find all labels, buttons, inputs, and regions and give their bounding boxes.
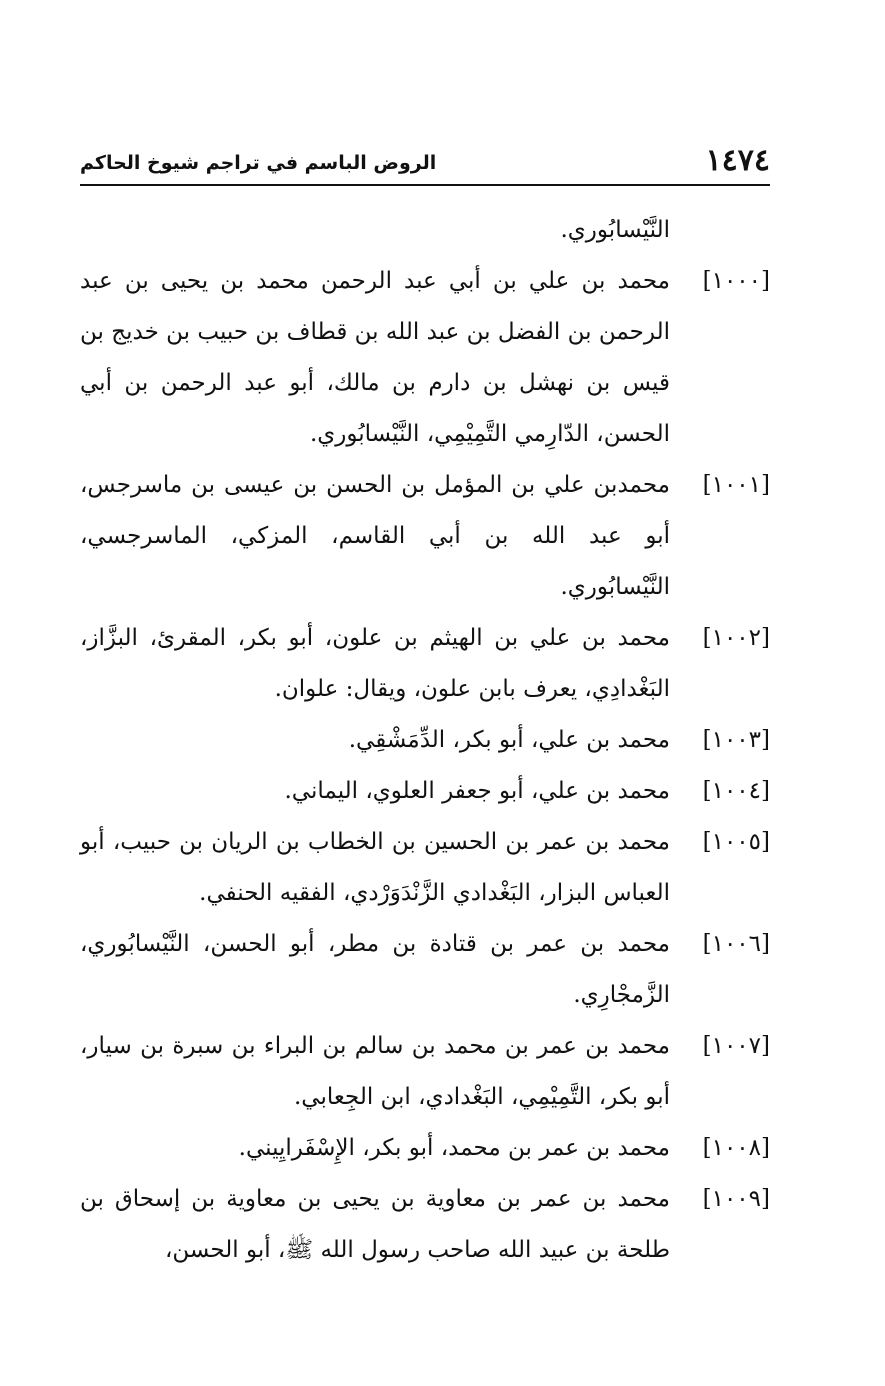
entry-1008 — [80, 1123, 770, 1174]
entry-1006 — [80, 919, 770, 1021]
entry-1004 — [80, 766, 770, 817]
entry-number: [١٠٠٣] — [702, 727, 770, 753]
entry-1003 — [80, 715, 770, 766]
entry-1002 — [80, 613, 770, 715]
entry-1001 — [80, 460, 770, 613]
entry-text: محمد بن علي بن أبي عبد الرحمن محمد بن يحيى بن عبد الرحمن بن الفضل بن عبد الله بن قطاف بن حبيب بن خديج بن قيس بن نهشل بن دارم بن مالك، أبو عبد الرحمن بن أبي الحسن، الدّارِمي التَّمِيْمِي، النَّيْسابُوري. — [80, 268, 670, 447]
entry-text: محمد بن عمر بن محمد بن سالم بن البراء بن سبرة بن سيار، أبو بكر، التَّمِيْمِي، البَغْدادي، ابن الجِعابي. — [80, 1033, 670, 1110]
book-title: الروض الباسم في تراجم شيوخ الحاكم — [80, 152, 437, 174]
entry-text: محمد بن عمر بن محمد، أبو بكر، الإِسْفَرايِيني. — [238, 1135, 670, 1161]
entry-number: [١٠٠٩] — [702, 1186, 770, 1212]
continuation-text: النَّيْسابُوري. — [560, 217, 670, 243]
entry-number: [١٠٠٢] — [702, 625, 770, 651]
entry-1007 — [80, 1021, 770, 1123]
entry-1009 — [80, 1174, 770, 1276]
entry-number: [١٠٠٥] — [702, 829, 770, 855]
entry-number: [١٠٠٨] — [702, 1135, 770, 1161]
entry-text: محمد بن عمر بن الحسين بن الخطاب بن الريان بن حبيب، أبو العباس البزار، البَغْدادي الزَّنْدَوَرْدي، الفقيه الحنفي. — [80, 829, 670, 906]
entry-text: محمد بن علي، أبو جعفر العلوي، اليماني. — [284, 778, 670, 804]
entry-text: محمدبن علي بن المؤمل بن الحسن بن عيسى بن ماسرجس، أبو عبد الله بن أبي القاسم، المزكي، الماسرجسي، النَّيْسابُوري. — [80, 472, 670, 600]
entry-1005 — [80, 817, 770, 919]
entry-number: [١٠٠٠] — [702, 268, 770, 294]
page-header — [80, 140, 770, 182]
entry-number: [١٠٠٦] — [702, 931, 770, 957]
page-content — [80, 205, 770, 1276]
entry-number: [١٠٠٧] — [702, 1033, 770, 1059]
page-number: ١٤٧٤ — [705, 143, 770, 178]
entry-1000 — [80, 256, 770, 460]
entry-text: محمد بن عمر بن معاوية بن يحيى بن معاوية بن إسحاق بن طلحة بن عبيد الله صاحب رسول الله ﷺ، أبو الحسن، — [80, 1186, 670, 1263]
entry-number: [١٠٠١] — [702, 472, 770, 498]
entry-text: محمد بن علي بن الهيثم بن علون، أبو بكر، المقرئ، البزَّاز، البَغْدادِي، يعرف بابن علون، ويقال: علوان. — [80, 625, 670, 702]
entry-text: محمد بن علي، أبو بكر، الدِّمَشْقِي. — [348, 727, 670, 753]
entry-text: محمد بن عمر بن قتادة بن مطر، أبو الحسن، النَّيْسابُوري، الزَّمجْارِي. — [80, 931, 670, 1008]
entry-number: [١٠٠٤] — [702, 778, 770, 804]
header-rule — [80, 184, 770, 186]
